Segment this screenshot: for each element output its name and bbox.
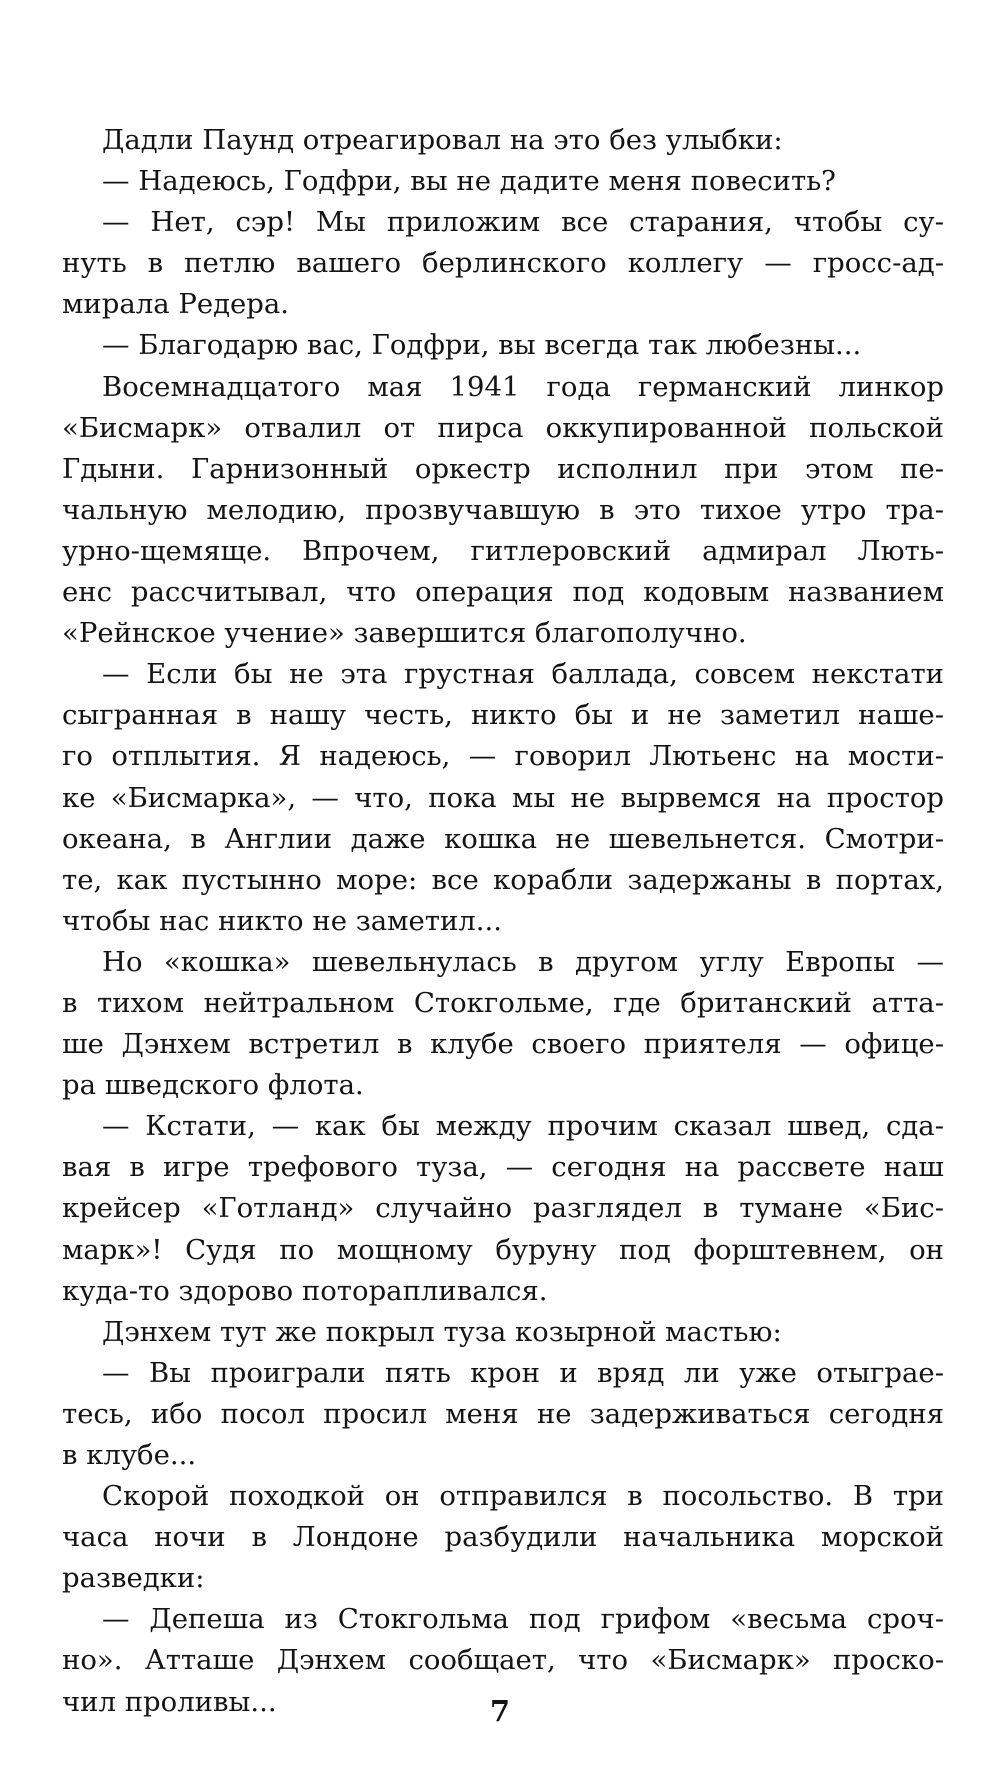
text-line: Восемнадцатого мая 1941 года германский линкор xyxy=(102,370,944,403)
text-line: разведки: xyxy=(62,1562,205,1595)
text-line: — Вы проиграли пять крон и вряд ли уже отыграе- xyxy=(102,1356,944,1389)
text-line: тесь, ибо посол просил меня не задерживаться сегодня xyxy=(62,1397,944,1430)
text-line: урно-щемяще. Впрочем, гитлеровский адмирал Лють- xyxy=(62,534,944,567)
text-line: енс рассчитывал, что операция под кодовым названием xyxy=(62,576,944,609)
text-line: го отплытия. Я надеюсь, — говорил Лютьенс на мости- xyxy=(62,740,944,773)
text-line: Гдыни. Гарнизонный оркестр исполнил при этом пе- xyxy=(62,452,944,485)
text-line: куда-то здорово поторапливался. xyxy=(62,1274,548,1307)
text-line: — Депеша из Стокгольма под грифом «весьма сроч- xyxy=(102,1603,944,1636)
text-line: чтобы нас никто не заметил... xyxy=(62,904,502,937)
text-line: ра шведского флота. xyxy=(62,1069,364,1102)
text-line: ке «Бисмарка», — что, пока мы не вырвемся на простор xyxy=(62,781,944,814)
text-line: — Благодарю вас, Годфри, вы всегда так любезны... xyxy=(102,329,862,362)
page-number: 7 xyxy=(489,1694,511,1728)
text-line: чальную мелодию, прозвучавшую в это тихое утро тра- xyxy=(62,493,944,526)
text-line: — Если бы не эта грустная баллада, совсем некстати xyxy=(102,658,944,691)
text-line: те, как пустынно море: все корабли задержаны в портах, xyxy=(62,863,944,896)
text-line: «Рейнское учение» завершится благополучно. xyxy=(62,617,747,650)
text-line: сыгранная в нашу честь, никто бы и не заметил наше- xyxy=(62,699,944,732)
text-line: марк»! Судя по мощному буруну под форштевнем, он xyxy=(62,1233,944,1266)
text-line: мирала Редера. xyxy=(62,288,290,321)
text-line: Дадли Паунд отреагировал на это без улыбки: xyxy=(102,124,783,156)
body-text xyxy=(62,120,944,1723)
text-line: крейсер «Готланд» случайно разглядел в тумане «Бис- xyxy=(62,1192,944,1225)
text-line: Скорой походкой он отправился в посольство. В три xyxy=(102,1480,944,1513)
text-line: но». Атташе Дэнхем сообщает, что «Бисмарк» проско- xyxy=(62,1644,944,1677)
text-line: Но «кошка» шевельнулась в другом углу Европы — xyxy=(102,945,944,978)
text-line: океана, в Англии даже кошка не шевельнется. Смотри- xyxy=(62,822,944,855)
text-line: нуть в петлю вашего берлинского коллегу — гросс-ад- xyxy=(62,247,944,280)
text-line: — Кстати, — как бы между прочим сказал швед, сда- xyxy=(102,1110,944,1143)
text-line: Дэнхем тут же покрыл туза козырной мастью: xyxy=(102,1315,782,1348)
text-line: — Надеюсь, Годфри, вы не дадите меня повесить? xyxy=(102,165,836,198)
text-line: — Нет, сэр! Мы приложим все старания, чтобы су- xyxy=(102,206,944,239)
text-line: часа ночи в Лондоне разбудили начальника морской xyxy=(62,1521,944,1554)
text-line: ше Дэнхем встретил в клубе своего приятеля — офице- xyxy=(62,1028,944,1061)
text-line: вая в игре трефового туза, — сегодня на рассвете наш xyxy=(62,1151,944,1184)
text-line: в клубе... xyxy=(62,1439,197,1471)
text-line: в тихом нейтральном Стокгольме, где британский атта- xyxy=(62,986,944,1019)
text-line: чил проливы... xyxy=(62,1685,277,1718)
text-line: «Бисмарк» отвалил от пирса оккупированной польской xyxy=(62,411,944,444)
